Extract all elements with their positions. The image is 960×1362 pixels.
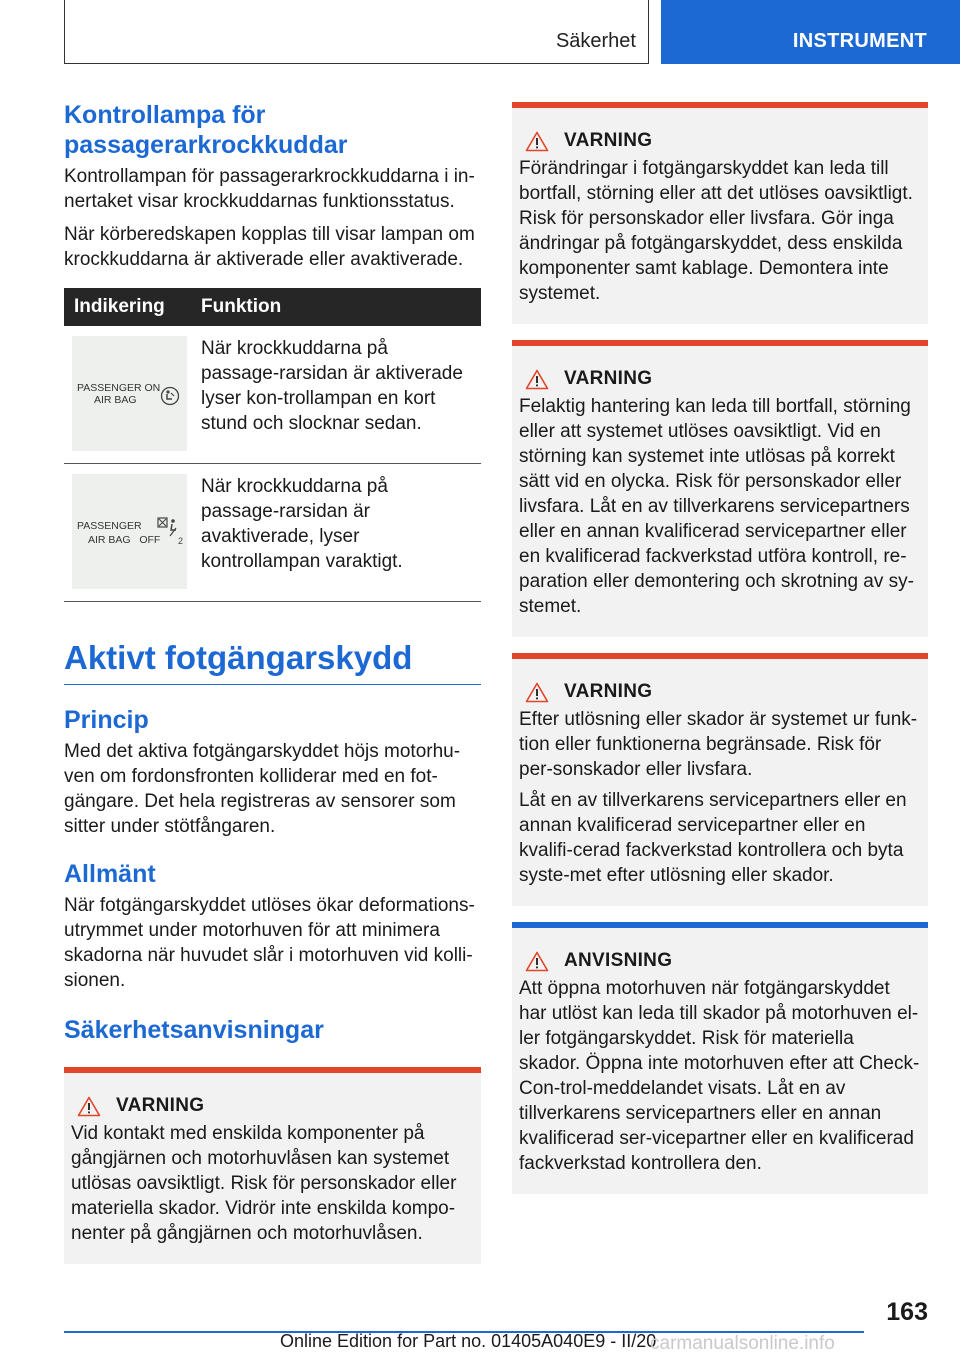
safety-heading: Säkerhetsanvisningar bbox=[64, 1016, 324, 1044]
warning-box bbox=[512, 653, 928, 906]
footer-edition: Online Edition for Part no. 01405A040E9 - II/20 bbox=[280, 1331, 657, 1351]
watermark: carmanualsonline.info bbox=[650, 1333, 835, 1354]
warning-title: VARNING bbox=[564, 130, 653, 151]
warning-header bbox=[525, 681, 920, 703]
notice-title: ANVISNING bbox=[564, 950, 673, 971]
indicator-paragraph-2: När körberedskapen kopplas till visar lampan om krockkuddarna är aktiverade eller avaktiverade. bbox=[64, 224, 475, 270]
table-header-indikering: Indikering bbox=[74, 296, 165, 317]
warning-text: Felaktig hantering kan leda till bortfall, störning eller att systemet utlöses oavsiktligt. Vid en störning kan systemet inte utlösas på korrekt sätt vid en olycka. Risk för personskador eller livsfara. Låt en av tillverkarens servicepartners eller en annan kvalificerad servicepartner eller en kvalificerad fackverkstad utföra kontroll, re-paration eller demontering och skrotning av sy-stemet. bbox=[519, 396, 914, 617]
warning-box bbox=[512, 340, 928, 637]
lamp-label-line2: AIR BAG bbox=[94, 394, 137, 406]
warning-triangle-icon bbox=[77, 1096, 101, 1117]
main-title: Aktivt fotgängarskydd bbox=[64, 638, 481, 685]
warning-triangle-icon bbox=[525, 131, 549, 152]
indicator-heading: Kontrollampa för passagerarkrockkuddar bbox=[64, 101, 348, 159]
airbag-seat-icon bbox=[160, 386, 180, 406]
table-row bbox=[64, 326, 481, 464]
allmant-text: När fotgängarskyddet utlöses ökar deformations-utrymmet under motorhuven för att minimera skadorna när huvudet slår i motorhuven vid kolli-sionen. bbox=[64, 895, 475, 991]
warning-box bbox=[64, 1067, 481, 1264]
princip-text: Med det aktiva fotgängarskyddet höjs motorhu-ven om fordonsfronten kolliderar med en fot-gängare. Det hela registreras av sensorer som sitter under stötfångaren. bbox=[64, 741, 461, 837]
warning-text-1: Efter utlösning eller skador är systemet ur funk-tion eller funktionerna begränsade. Risk för per-sonskador eller livsfara. bbox=[519, 709, 918, 780]
warning-header bbox=[525, 368, 920, 390]
warning-title: VARNING bbox=[564, 368, 653, 389]
warning-header bbox=[525, 130, 920, 152]
row-function-text: När krockkuddarna på passage-rarsidan är avaktiverade, lyser kontrollampan varaktigt. bbox=[201, 476, 403, 572]
table-header bbox=[64, 288, 481, 326]
header-section-title: Säkerhet bbox=[555, 30, 636, 52]
left-column bbox=[64, 100, 481, 1264]
notice-text: Att öppna motorhuven när fotgängarskyddet har utlöst kan leda till skador på motorhuven el-ler fotgängarskyddet. Risk för materiella skador. Öppna inte motorhuven efter att Check-Con-trol-meddelandet visats. Låt en av tillverkarens servicepartners eller en annan kvalificerad ser-vicepartner eller en kvalificerad fackverkstad kontrollera den. bbox=[519, 978, 920, 1174]
passenger-airbag-on-lamp-image bbox=[72, 336, 187, 451]
allmant-heading: Allmänt bbox=[64, 860, 156, 888]
header-chapter-tab bbox=[661, 0, 960, 64]
page-number: 163 bbox=[886, 1298, 928, 1326]
header-chapter-title: INSTRUMENT bbox=[792, 30, 927, 52]
warning-title: VARNING bbox=[116, 1095, 205, 1116]
notice-triangle-icon bbox=[525, 951, 549, 972]
warning-text: Vid kontakt med enskilda komponenter på gångjärnen och motorhuvlåsen kan systemet utlösas oavsiktligt. Risk för personskador eller materiella skador. Vidrör inte enskilda kompo-nenter på gångjärnen och motorhuvlåsen. bbox=[71, 1123, 457, 1244]
airbag-off-icon bbox=[156, 516, 184, 546]
warning-triangle-icon bbox=[525, 369, 549, 390]
right-column bbox=[512, 102, 928, 1194]
header-section-box bbox=[64, 0, 649, 64]
warning-header bbox=[77, 1095, 473, 1117]
indicator-paragraph-1: Kontrollampan för passagerarkrockkuddarna i in-nertaket visar krockkuddarnas funktionsstatus. bbox=[64, 166, 475, 212]
warning-triangle-icon bbox=[525, 682, 549, 703]
svg-text:2: 2 bbox=[178, 536, 184, 546]
indicator-table bbox=[64, 288, 481, 602]
passenger-airbag-off-lamp-image bbox=[72, 474, 187, 589]
notice-box bbox=[512, 922, 928, 1194]
notice-header bbox=[525, 950, 920, 972]
lamp-label-line2: AIR BAG OFF bbox=[88, 534, 161, 546]
warning-text-2: Låt en av tillverkarens servicepartners eller en annan kvalificerad servicepartner eller en kvalifi-cerad fackverkstad kontrollera och byta syste-met efter utlösning eller skador. bbox=[519, 790, 907, 886]
warning-box bbox=[512, 102, 928, 324]
warning-text: Förändringar i fotgängarskyddet kan leda till bortfall, störning eller att det utlöses oavsiktligt. Risk för personskador eller livsfara. Gör inga ändringar på fotgängarskyddet, dess enskilda komponenter samt kablage. Demontera inte systemet. bbox=[519, 158, 913, 304]
princip-heading: Princip bbox=[64, 706, 149, 734]
lamp-label-line1: PASSENGER bbox=[77, 520, 142, 532]
lamp-label-line1: PASSENGER ON bbox=[77, 382, 161, 394]
row-function-text: När krockkuddarna på passage-rarsidan är aktiverade lyser kon-trollampan en kort stund och slocknar sedan. bbox=[201, 338, 463, 434]
table-header-funktion: Funktion bbox=[201, 296, 282, 317]
warning-title: VARNING bbox=[564, 681, 653, 702]
table-row bbox=[64, 464, 481, 602]
